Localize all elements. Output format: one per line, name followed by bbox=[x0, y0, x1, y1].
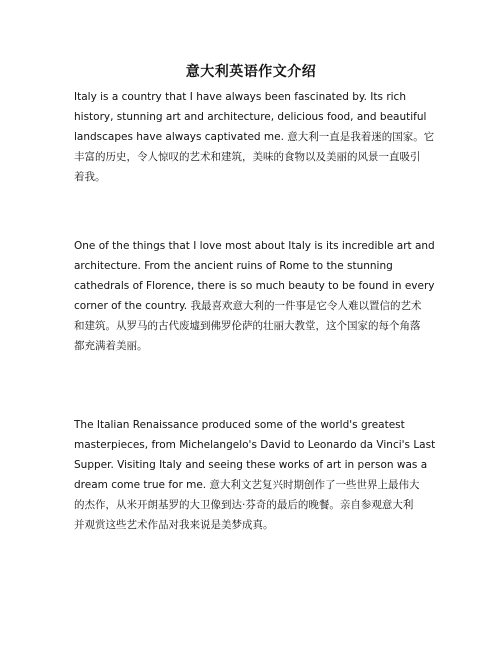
paragraph-line: 丰富的历史，令人惊叹的艺术和建筑，美味的食物以及美丽的风景一直吸引 bbox=[74, 151, 421, 163]
paragraph-line: landscapes have always captivated me. 意大利一直是我着迷的国家。它 bbox=[74, 131, 435, 143]
paragraph-line: architecture. From the ancient ruins of Rome to the stunning bbox=[74, 260, 393, 272]
paragraph-line: history, stunning art and architecture, delicious food, and beautiful bbox=[74, 111, 427, 123]
paragraph-line: The Italian Renaissance produced some of the world's greatest bbox=[74, 419, 405, 431]
paragraph-line: 的杰作，从米开朗基罗的大卫像到达·芬奇的最后的晚餐。亲自参观意大利 bbox=[74, 499, 414, 511]
paragraph-line: 都充满着美丽。 bbox=[74, 340, 148, 352]
document-title: 意大利英语作文介绍 bbox=[185, 64, 317, 80]
paragraph-3 bbox=[74, 415, 434, 535]
paragraph-line: 着我。 bbox=[74, 171, 106, 183]
paragraph-line: Italy is a country that I have always been fascinated by. Its rich bbox=[74, 91, 406, 103]
paragraph-line: 和建筑。从罗马的古代废墟到佛罗伦萨的壮丽大教堂，这个国家的每个角落 bbox=[74, 320, 421, 332]
paragraph-line: dream come true for me. 意大利文艺复兴时期创作了一些世界上最伟大 bbox=[74, 479, 420, 491]
paragraph-line: masterpieces, from Michelangelo's David to Leonardo da Vinci's Last bbox=[74, 439, 436, 451]
paragraph-line: corner of the country. 我最喜欢意大利的一件事是它令人难以置信的艺术 bbox=[74, 300, 422, 312]
paragraph-line: 并观赏这些艺术作品对我来说是美梦成真。 bbox=[74, 519, 274, 531]
paragraph-line: One of the things that I love most about Italy is its incredible art and bbox=[74, 240, 435, 252]
paragraph-2 bbox=[74, 236, 434, 356]
paragraph-line: Supper. Visiting Italy and seeing these works of art in person was a bbox=[74, 459, 428, 471]
paragraph-line: cathedrals of Florence, there is so much beauty to be found in every bbox=[74, 280, 435, 292]
paragraph-1 bbox=[74, 87, 434, 187]
